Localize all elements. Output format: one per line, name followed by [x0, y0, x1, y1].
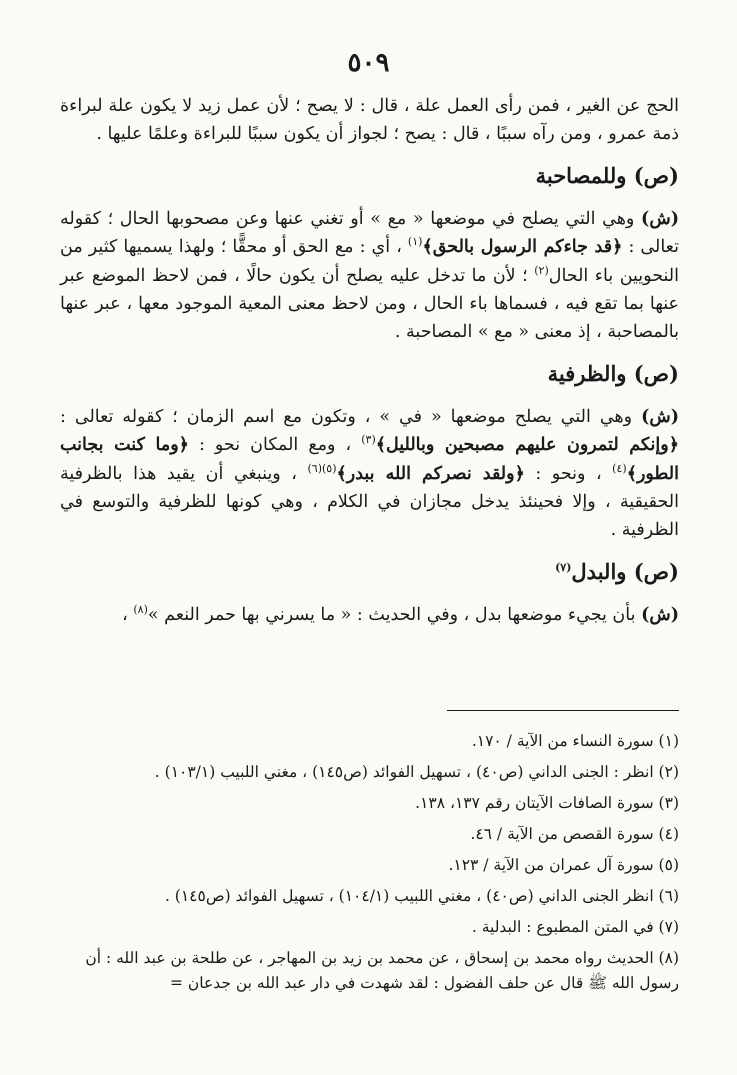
text-segment: ، ومع المكان نحو : [198, 435, 352, 456]
main-text [60, 92, 679, 629]
text-segment: ، ونحو : [535, 463, 602, 484]
text-segment: ؛ لأن ما تدخل عليه يصلح أن يكون حالًا ، فمن لاحظ الموضع عبر عنها بما تقع فيه ، فسماها باء الحال ، ومن لاحظ معنى المعية الموجود معها ، عبر عنها بالمصاحبة ، إذ معنى « مع » المصاحبة . [60, 265, 679, 343]
footnote-ref: (١) [407, 235, 423, 249]
paragraph-marker: (ش) [641, 208, 679, 229]
paragraph-zarfiya [60, 403, 679, 545]
footnote-ref: (٥)(٦) [307, 461, 337, 475]
heading-marker: (ص) [633, 162, 679, 188]
quran-quote: ﴿وما كنت بجانب الطور﴾ [60, 435, 679, 484]
paragraph-marker: (ش) [641, 604, 679, 625]
footnote-ref: (٤) [612, 461, 627, 475]
heading-marker: (ص) [633, 558, 679, 584]
quran-quote: ﴿قد جاءكم الرسول بالحق﴾ [422, 237, 623, 258]
text-segment: ، [122, 604, 128, 625]
footnote-item: (٢) انظر : الجنى الداني (ص٤٠) ، تسهيل الفوائد (ص١٤٥) ، مغني اللبيب (١٠٣/١) . [154, 763, 679, 781]
text-segment: وهي التي يصلح موضعها « في » ، وتكون مع اسم الزمان ؛ كقوله تعالى : [60, 406, 633, 427]
footnote-divider [447, 710, 679, 711]
heading-zarfiya [60, 359, 679, 389]
heading-title: والظرفية [547, 360, 627, 386]
footnote-item: (١) سورة النساء من الآية / ١٧٠. [471, 732, 679, 750]
footnote-ref: (٧) [555, 560, 572, 574]
paragraph-badal [60, 601, 679, 629]
footnote-ref: (٨) [133, 603, 148, 617]
text-segment: بأن يجيء موضعها بدل ، وفي الحديث : « ما يسرني بها حمر النعم » [147, 604, 636, 625]
page-number: ٥٠٩ [347, 48, 390, 78]
footnote-item: (٥) سورة آل عمران من الآية / ١٢٣. [448, 856, 679, 874]
footnote-item: (٧) في المتن المطبوع : البدلية . [471, 918, 679, 936]
heading-title: والبدل [571, 558, 627, 584]
text-segment: ، أي : مع الحق أو محقًّا ؛ ولهذا يسميها كثير من النحويين باء الحال [60, 237, 679, 286]
footnote-ref: (٢) [534, 263, 549, 277]
footnote-item: (٣) سورة الصافات الآيتان رقم ١٣٧، ١٣٨. [415, 794, 679, 812]
footnote-item: (٨) الحديث رواه محمد بن إسحاق ، عن محمد بن زيد بن المهاجر ، عن طلحة بن عبد الله : أن رسول الله ﷺ قال عن حلف الفضول : لقد شهدت في دار عبد الله بن جدعان = [85, 949, 679, 992]
text-segment: وهي التي يصلح في موضعها « مع » أو تغني عنها وعن مصحوبها الحال ؛ كقوله تعالى : [60, 208, 679, 258]
heading-title: وللمصاحبة [535, 162, 627, 188]
footnotes-section [60, 726, 679, 996]
text-segment: ، وينبغي أن يقيد هذا بالظرفية الحقيقية ، وإلا فحينئذ يدخل مجازان في الكلام ، وهي كونها للظرفية والتوسع في الظرفية . [60, 463, 679, 541]
quran-quote: ﴿ولقد نصركم الله ببدر﴾ [336, 463, 525, 484]
footnote-item: (٦) انظر الجنى الداني (ص٤٠) ، مغني اللبيب (١٠٤/١) ، تسهيل الفوائد (ص١٤٥) . [164, 887, 679, 905]
heading-musahaba [60, 161, 679, 191]
heading-marker: (ص) [633, 360, 679, 386]
paragraph-musahaba [60, 205, 679, 347]
intro-paragraph: الحج عن الغير ، فمن رأى العمل علة ، قال : لا يصح ؛ لأن عمل زيد لا يكون علة لبراءة ذمة عمرو ، ومن رآه سببًا ، قال : يصح ؛ لجواز أن يكون سببًا للبراءة وعلمًا عليها . [60, 96, 679, 145]
footnote-ref: (٣) [361, 433, 376, 447]
heading-badal [60, 557, 679, 587]
paragraph-marker: (ش) [641, 406, 679, 427]
footnote-item: (٤) سورة القصص من الآية / ٤٦. [470, 825, 679, 843]
quran-quote: ﴿وإنكم لتمرون عليهم مصبحين وبالليل﴾ [375, 435, 679, 456]
